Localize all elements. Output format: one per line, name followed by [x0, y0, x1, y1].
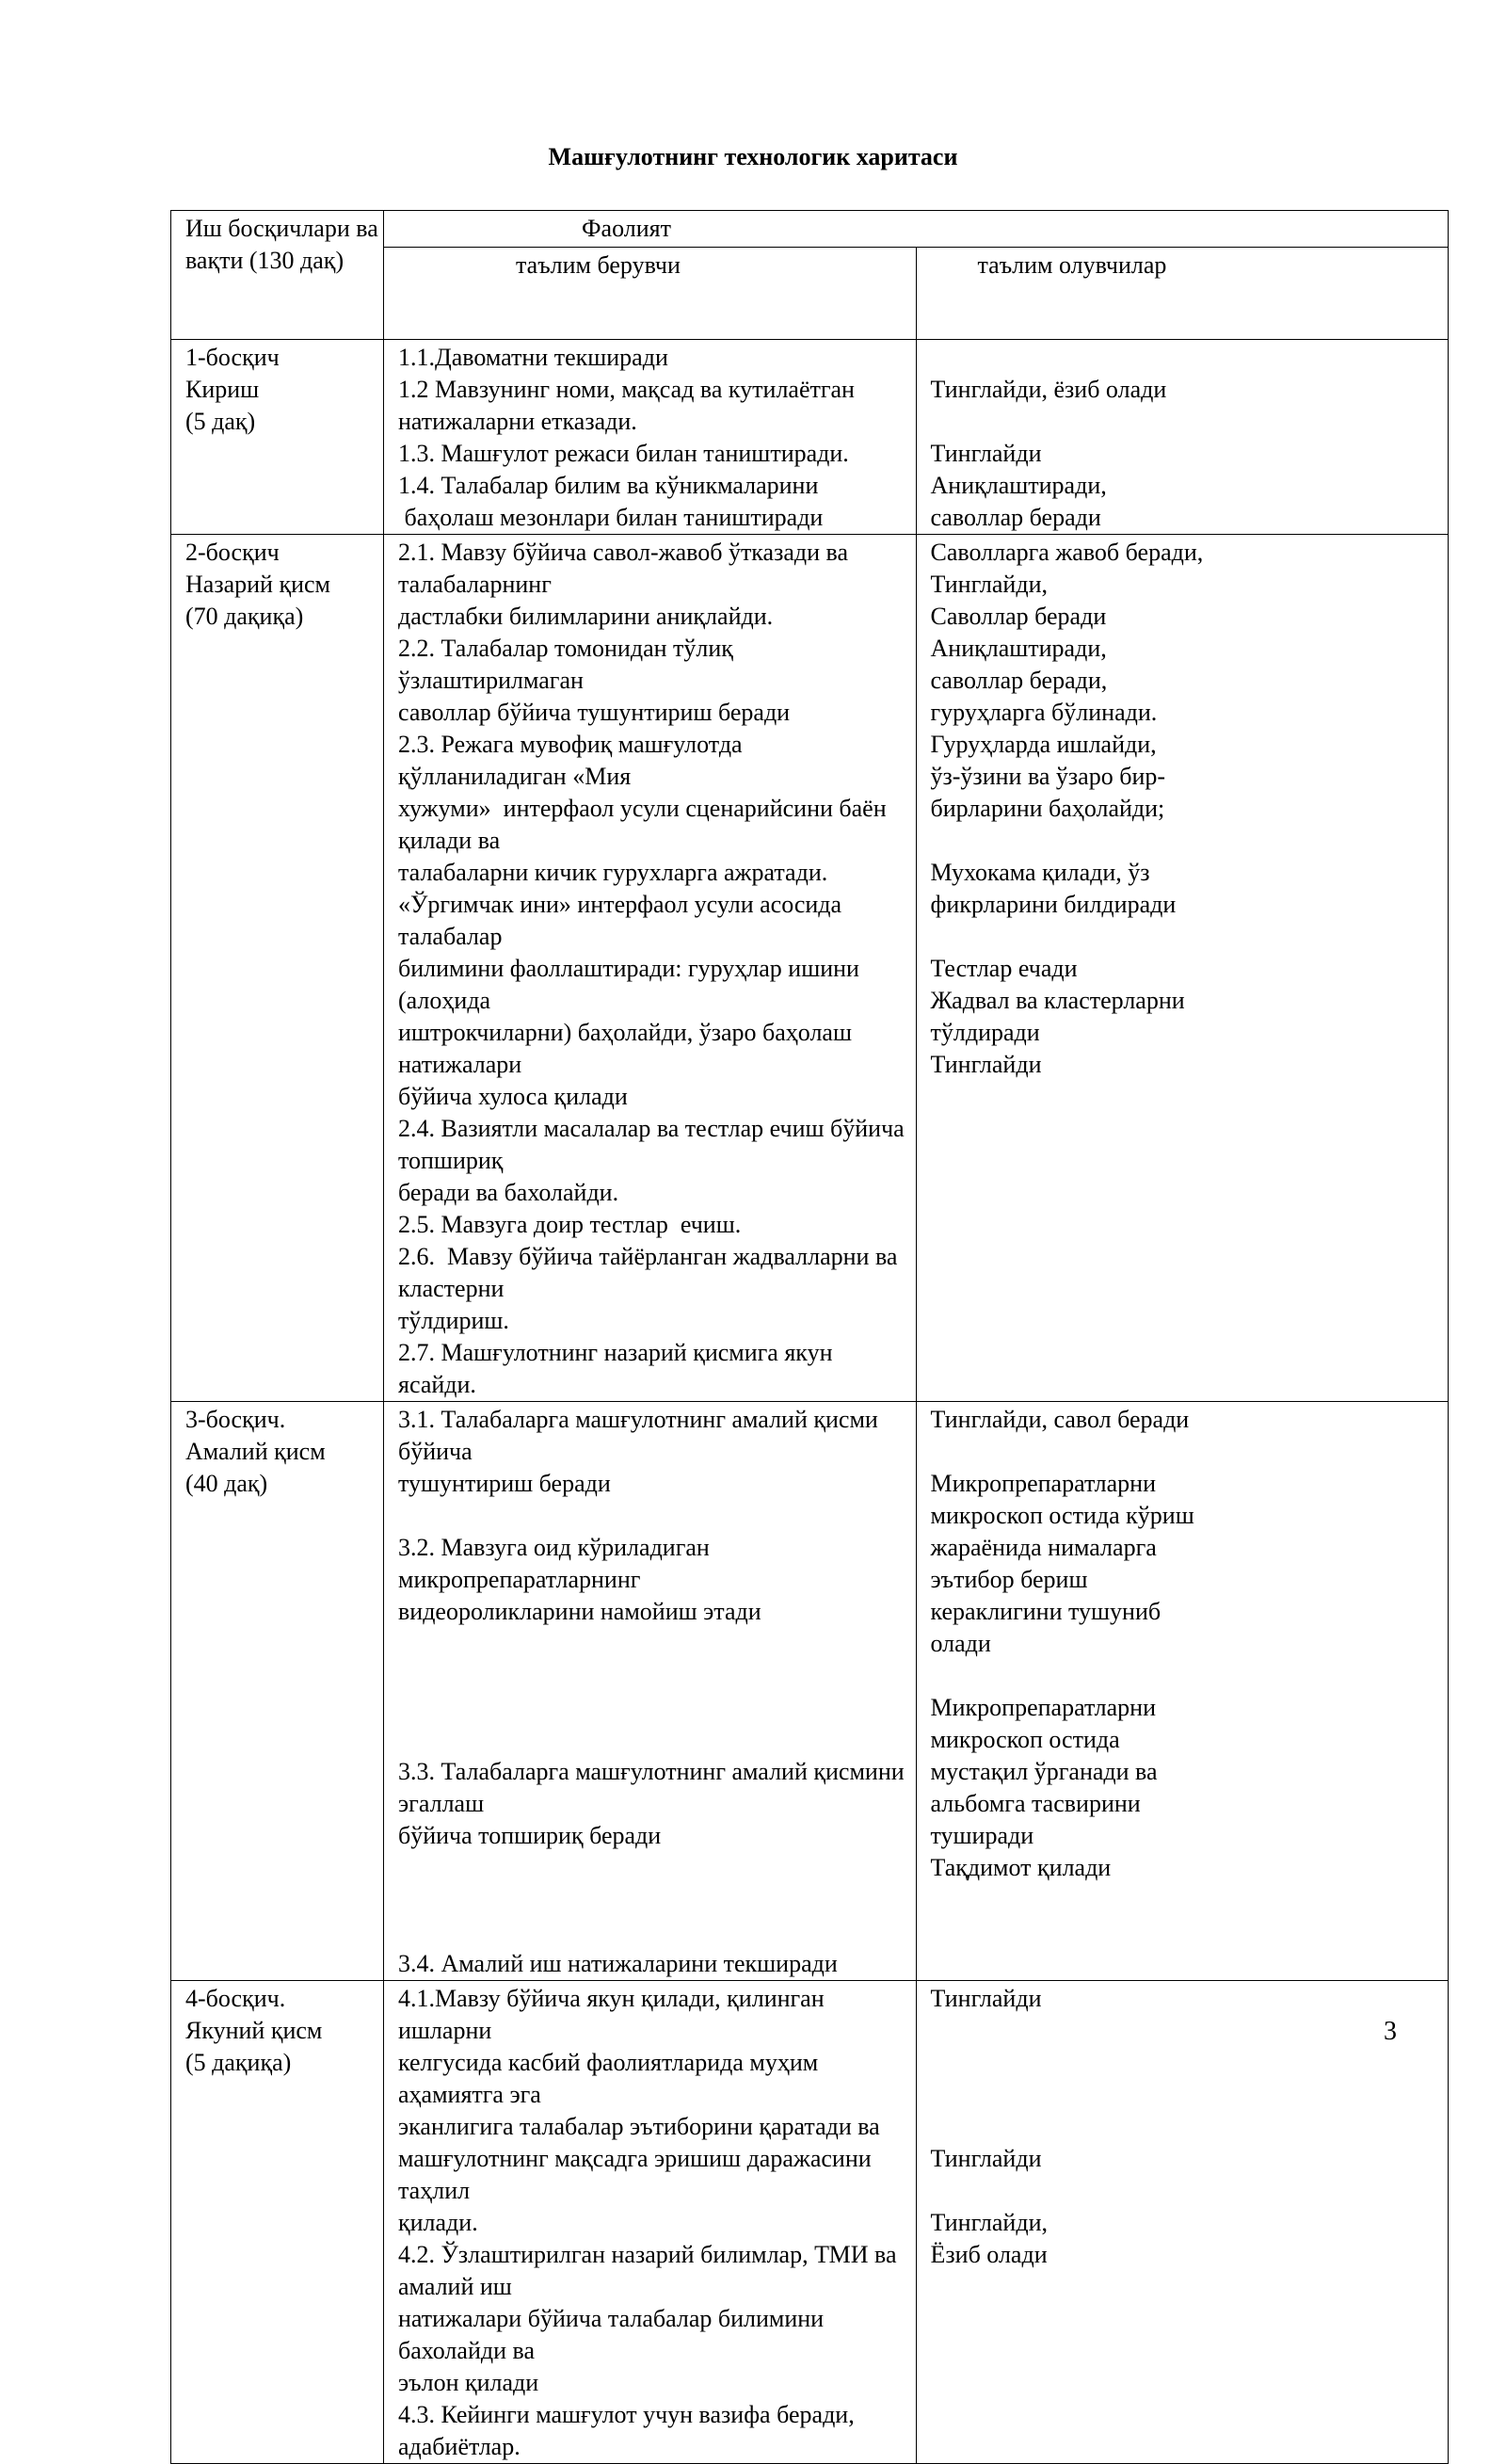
header-students: таълим олувчилар: [916, 248, 1449, 340]
cell-line: 2.5. Мавзуга доир тестлар ечиш.: [398, 1211, 742, 1238]
cell-line: 1.2 Мавзунинг номи, мақсад ва кутилаётган: [398, 376, 855, 403]
student-activity-cell: [916, 1981, 1449, 2464]
cell-line: олади: [930, 1630, 991, 1657]
cell-line: 4.3. Кейинги машғулот учун вазифа беради, адабиётлар.: [398, 2401, 861, 2460]
cell-line: 4.1.Мавзу бўйича якун қилади, қилинган ишларни: [398, 1985, 831, 2044]
header-stage-time: Иш босқичлари ва вақти (130 дақ): [171, 211, 384, 340]
cell-line: 3-босқич.: [185, 1406, 286, 1433]
cell-line: 2.7. Машғулотнинг назарий қисмига якун ясайди.: [398, 1339, 839, 1398]
cell-line: Аниқлаштиради,: [930, 635, 1107, 662]
cell-line: келгусида касбий фаолиятларида муҳим аҳамиятга эга: [398, 2049, 825, 2108]
cell-line: мустақил ўрганади ва: [930, 1758, 1158, 1785]
cell-line: натижаларни етказади.: [398, 408, 637, 435]
cell-line: 4-босқич.: [185, 1985, 286, 2012]
header-teacher: таълим берувчи: [384, 248, 917, 340]
cell-line: 2.3. Режага мувофиқ машғулотда қўлланиладиган «Мия: [398, 731, 749, 790]
cell-line: 3.4. Амалий иш натижаларини текширади: [398, 1950, 838, 1977]
cell-line: альбомга тасвирини: [930, 1790, 1141, 1817]
cell-line: 2.4. Вазиятли масалалар ва тестлар ечиш бўйича топшириқ: [398, 1115, 911, 1174]
cell-line: хужуми» интерфаол усули сценарийсини баён қилади ва: [398, 795, 893, 854]
cell-line: саволлар беради,: [930, 667, 1108, 694]
cell-line: Гуруҳларда ишлайди,: [930, 731, 1157, 758]
cell-line: билимини фаоллаштиради: гуруҳлар ишини (алоҳида: [398, 955, 866, 1014]
cell-line: жараёнида нималарга: [930, 1534, 1157, 1561]
cell-line: Якуний қисм: [185, 2017, 323, 2044]
cell-line: 2.1. Мавзу бўйича савол-жавоб ўтказади ва талабаларнинг: [398, 539, 855, 598]
cell-line: [931, 921, 1445, 953]
cell-line: Микропрепаратларни: [930, 1694, 1156, 1721]
cell-line: қилади.: [398, 2209, 478, 2236]
cell-line: 2.2. Талабалар томонидан тўлиқ ўзлаштирилмаган: [398, 635, 740, 694]
cell-line: Тинглайди: [930, 2145, 1042, 2172]
cell-line: тўлдириш.: [398, 1307, 509, 1334]
student-activity-cell: [916, 535, 1449, 1402]
cell-line: кераклигини тушуниб: [930, 1598, 1162, 1625]
cell-line: 1.1.Давоматни текширади: [398, 344, 668, 371]
cell-line: [931, 1660, 1445, 1692]
cell-line: [398, 1692, 910, 1724]
cell-line: баҳолаш мезонлари билан таништиради: [398, 504, 824, 531]
cell-line: [398, 1916, 910, 1948]
cell-line: туширади: [930, 1822, 1034, 1849]
cell-line: Тестлар ечади: [930, 955, 1078, 982]
header-activity: Фаолият: [384, 211, 1449, 248]
page-number: 3: [1384, 2017, 1397, 2046]
stage-cell: [171, 1402, 384, 1981]
cell-line: Саволлар беради: [930, 603, 1107, 630]
cell-line: [398, 1660, 910, 1692]
cell-line: гуруҳларга бўлинади.: [930, 699, 1158, 726]
cell-line: саволлар беради: [930, 504, 1101, 531]
cell-line: [398, 1724, 910, 1756]
cell-line: [398, 1852, 910, 1884]
cell-line: Тинглайди: [930, 1985, 1042, 2012]
cell-line: (40 дақ): [185, 1470, 268, 1497]
cell-line: Саволларга жавоб беради,: [930, 539, 1204, 566]
cell-line: фикрларини билдиради: [930, 891, 1177, 918]
cell-line: [931, 2079, 1445, 2111]
technology-map-table: [170, 210, 1449, 2464]
cell-line: Тинглайди, савол беради: [930, 1406, 1190, 1433]
cell-line: [398, 1500, 910, 1532]
cell-line: Тинглайди: [930, 1051, 1042, 1078]
document-title: Машғулотнинг технологик харитаси: [548, 143, 958, 170]
stage-cell: [171, 535, 384, 1402]
cell-line: Назарий қисм: [185, 571, 330, 598]
cell-line: эълон қилади: [398, 2369, 539, 2396]
cell-line: Тинглайди,: [930, 571, 1048, 598]
cell-line: ўз-ўзини ва ўзаро бир-: [930, 763, 1166, 790]
cell-line: натижалари бўйича талабалар билимини бахолайди ва: [398, 2305, 830, 2364]
cell-line: 1.3. Машғулот режаси билан таништиради.: [398, 440, 849, 467]
cell-line: тушунтириш беради: [398, 1470, 611, 1497]
cell-line: Кириш: [185, 376, 260, 403]
cell-line: [931, 825, 1445, 857]
cell-line: талабаларни кичик гурухларга ажратади.: [398, 859, 828, 886]
cell-line: [398, 1884, 910, 1916]
cell-line: иштрокчиларни) баҳолайди, ўзаро баҳолаш натижалари: [398, 1019, 858, 1078]
cell-line: бирларини баҳолайди;: [930, 795, 1165, 822]
cell-line: [931, 2175, 1445, 2207]
cell-line: [931, 1436, 1445, 1468]
cell-line: (70 дақиқа): [185, 603, 304, 630]
cell-line: Аниқлаштиради,: [930, 472, 1107, 499]
cell-line: Мухокама қилади, ўз: [930, 859, 1150, 886]
cell-line: 1.4. Талабалар билим ва кўникмаларини: [398, 472, 819, 499]
cell-line: Тинглайди: [930, 440, 1042, 467]
cell-line: Тинглайди, ёзиб олади: [930, 376, 1167, 403]
cell-line: видеороликларини намойиш этади: [398, 1598, 761, 1625]
cell-line: Тақдимот қилади: [930, 1854, 1112, 1881]
cell-line: (5 дақиқа): [185, 2049, 292, 2076]
cell-line: [931, 342, 1445, 374]
cell-line: [931, 2047, 1445, 2079]
cell-line: [398, 1628, 910, 1660]
cell-line: 4.2. Ўзлаштирилган назарий билимлар, ТМИ ва амалий иш: [398, 2241, 903, 2300]
stage-cell: [171, 1981, 384, 2464]
stage-row-2: [171, 535, 1449, 1402]
stage-row-4: [171, 1981, 1449, 2464]
stage-row-1: [171, 340, 1449, 535]
cell-line: тўлдиради: [930, 1019, 1040, 1046]
cell-line: 3.1. Талабаларга машғулотнинг амалий қисми бўйича: [398, 1406, 885, 1465]
cell-line: 2.6. Мавзу бўйича тайёрланган жадвалларни ва кластерни: [398, 1243, 904, 1302]
student-activity-cell: [916, 340, 1449, 535]
cell-line: 3.3. Талабаларга машғулотнинг амалий қисмини эгаллаш: [398, 1758, 911, 1817]
teacher-activity-cell: [384, 1402, 917, 1981]
cell-line: Микропрепаратларни: [930, 1470, 1156, 1497]
cell-line: Тинглайди,: [930, 2209, 1048, 2236]
cell-line: 3.2. Мавзуга оид кўриладиган микропрепаратларнинг: [398, 1534, 716, 1593]
cell-line: бўйича хулоса қилади: [398, 1083, 628, 1110]
stage-row-3: [171, 1402, 1449, 1981]
cell-line: [931, 2111, 1445, 2143]
cell-line: бўйича топшириқ беради: [398, 1822, 662, 1849]
cell-line: машғулотнинг мақсадга эришиш даражасини таҳлил: [398, 2145, 878, 2204]
teacher-activity-cell: [384, 535, 917, 1402]
cell-line: эканлигига талабалар эътиборини қаратади ва: [398, 2113, 880, 2140]
stage-cell: [171, 340, 384, 535]
teacher-activity-cell: [384, 1981, 917, 2464]
cell-line: микроскоп остида кўриш: [930, 1502, 1194, 1529]
cell-line: Жадвал ва кластерларни: [930, 987, 1185, 1014]
cell-line: саволлар бўйича тушунтириш беради: [398, 699, 791, 726]
cell-line: 2-босқич: [185, 539, 280, 566]
cell-line: Амалий қисм: [185, 1438, 326, 1465]
cell-line: «Ўргимчак ини» интерфаол усули асосида талабалар: [398, 891, 848, 950]
cell-line: эътибор бериш: [930, 1566, 1088, 1593]
cell-line: Ёзиб олади: [930, 2241, 1048, 2268]
cell-line: беради ва бахолайди.: [398, 1179, 619, 1206]
student-activity-cell: [916, 1402, 1449, 1981]
cell-line: [931, 406, 1445, 438]
cell-line: 1-босқич: [185, 344, 280, 371]
cell-line: дастлабки билимларини аниқлайди.: [398, 603, 774, 630]
cell-line: микроскоп остида: [930, 1726, 1120, 1753]
cell-line: (5 дақ): [185, 408, 256, 435]
cell-line: [931, 2015, 1445, 2047]
teacher-activity-cell: [384, 340, 917, 535]
